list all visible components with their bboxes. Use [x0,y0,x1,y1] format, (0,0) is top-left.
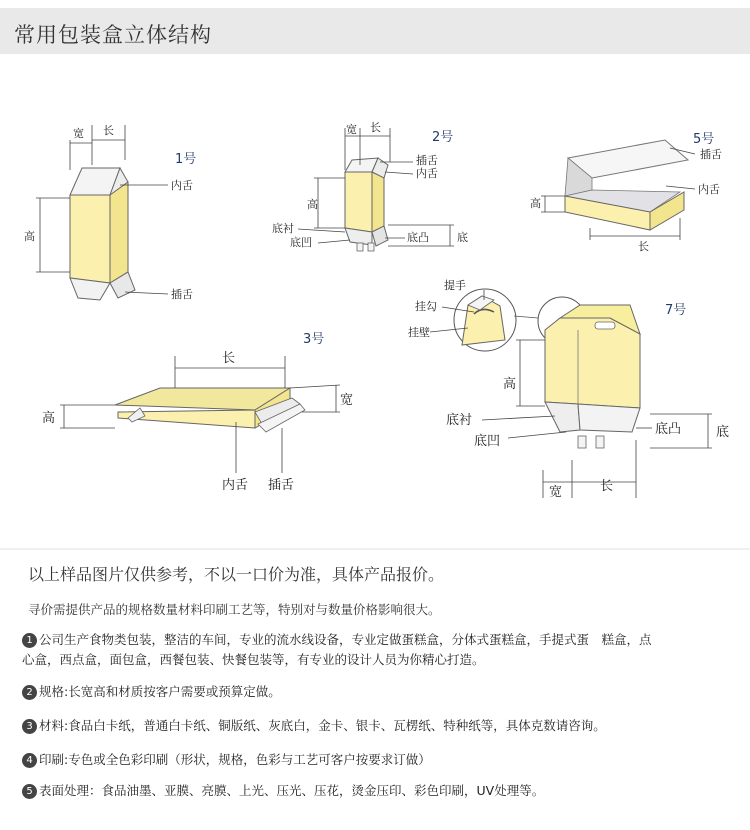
note-text: 公司生产食物类包装，整洁的车间，专业的流水线设备，专业定做蛋糕盒，分体式蛋糕盒，手提式蛋 糕盒，点 [39,632,652,647]
box-5-insert-tongue-label: 插舌 [700,148,722,161]
number-badge: 5 [22,784,37,799]
box-1-inner-tongue-label: 内舌 [171,179,193,192]
box-2-insert-tongue-label: 插舌 [416,154,438,167]
box-2-diagram [272,121,468,251]
box-5-height-label: 高 [530,197,541,210]
box-5-number: 5号 [693,132,715,147]
box-1-insert-tongue-label: 插舌 [171,288,193,301]
header-bar [0,8,750,54]
number-badge: 4 [22,753,37,768]
note-item-3 [22,716,748,736]
note-item-1 [22,630,748,670]
box-3-width-label: 宽 [340,393,354,408]
number-badge: 2 [22,685,37,700]
disclaimer-text: 以上样品图片仅供参考，不以一口价为准，具体产品报价。 [28,565,445,584]
inquiry-text: 寻价需提供产品的规格数量材料印刷工艺等，特别对与数量价格影响很大。 [28,602,441,617]
box-7-handle-label: 提手 [444,279,466,292]
box-3-inner-tongue-label: 内舌 [222,478,249,493]
box-1-height-label: 高 [24,230,35,243]
box-1-diagram [24,124,196,301]
box-7-hook-wall-label: 挂壁 [408,326,430,339]
box-5-diagram [530,132,722,253]
box-5-inner-tongue-label: 内舌 [698,183,720,196]
note-item-4 [22,750,748,770]
box-2-width-label: 宽 [346,123,357,136]
note-text: 印刷:专色或全色彩印刷（形状，规格，色彩与工艺可客户按要求订做） [39,752,431,767]
note-text: 表面处理：食品油墨、亚膜、亮膜、上光、压光、压花，烫金压印、彩色印刷，UV处理等。 [39,783,545,798]
box-2-bottom-convex-label: 底凸 [407,231,429,244]
box-7-diagram [408,278,729,500]
box-7-hook-label: 挂勾 [415,300,437,313]
box-7-height-label: 高 [503,377,517,392]
box-7-length-label: 长 [600,479,614,494]
box-3-diagram [42,332,353,493]
box-3-height-label: 高 [42,411,56,426]
box-7-number: 7号 [665,303,687,318]
box-7-bottom-label: 底 [716,425,730,440]
note-item-5 [22,781,748,801]
box-structure-diagram [0,60,750,540]
box-3-number: 3号 [303,332,325,347]
box-7-width-label: 宽 [549,485,563,500]
box-5-length-label: 长 [638,240,649,253]
box-3-length-label: 长 [222,351,236,366]
note-text: 规格:长宽高和材质按客户需要或预算定做。 [39,684,281,699]
number-badge: 1 [22,633,37,648]
box-2-length-label: 长 [370,121,381,134]
box-2-bottom-concave-label: 底凹 [290,236,312,249]
box-1-length-label: 长 [103,124,114,137]
number-badge: 3 [22,719,37,734]
box-2-height-label: 高 [307,198,318,211]
box-1-number: 1号 [175,152,197,167]
box-2-bottom-label: 底 [457,231,468,244]
box-7-bottom-lining-label: 底衬 [446,413,473,428]
note-text-continued: 心盒，西点盒，面包盒，西餐包装、快餐包装等，有专业的设计人员为你精心打造。 [22,652,485,667]
box-2-bottom-lining-label: 底衬 [272,222,294,235]
box-2-inner-tongue-label: 内舌 [416,167,438,180]
note-item-2 [22,682,748,702]
box-7-bottom-convex-label: 底凸 [655,422,682,437]
box-1-width-label: 宽 [73,127,84,140]
box-7-bottom-concave-label: 底凹 [474,434,501,449]
note-text: 材料:食品白卡纸，普通白卡纸、铜版纸、灰底白，金卡、银卡、瓦楞纸、特种纸等，具体克数请咨询。 [39,718,606,733]
box-2-number: 2号 [432,130,454,145]
page-title: 常用包装盒立体结构 [14,23,212,47]
box-3-insert-tongue-label: 插舌 [268,478,295,493]
section-divider [0,548,750,550]
